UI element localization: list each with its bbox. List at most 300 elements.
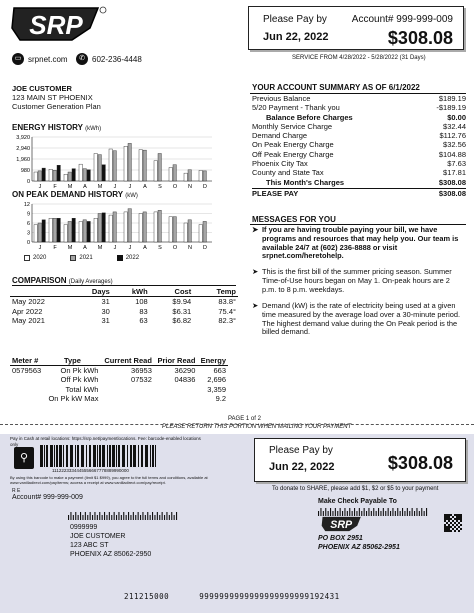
- summary-row: This Month's Charges $308.08: [266, 177, 466, 187]
- postal-bar: [128, 512, 129, 520]
- messages-title: MESSAGES FOR YOU: [252, 215, 336, 224]
- postal-bar: [397, 508, 398, 516]
- summary-row: Demand Charge $112.76: [252, 131, 466, 141]
- postal-bar: [154, 515, 155, 520]
- account-number: Account# 999-999-009: [351, 14, 453, 25]
- bar: [199, 225, 202, 242]
- postal-bar: [409, 511, 410, 516]
- barcode-bar: [40, 445, 43, 467]
- barcode-bar: [81, 445, 84, 467]
- qr-cell: [456, 528, 458, 530]
- postal-bar: [414, 511, 415, 516]
- barcode-bar: [99, 445, 101, 467]
- y-tick-label: 0: [26, 240, 30, 246]
- qr-cell: [444, 526, 446, 528]
- postal-bar: [92, 515, 93, 520]
- table-row: Total kWh 3,359: [65, 384, 226, 394]
- postal-bar: [126, 515, 127, 520]
- donate-note: To donate to SHARE, please add $1, $2 or $5 to your payment: [272, 486, 439, 492]
- summary-row: On Peak Energy Charge $32.56: [252, 140, 466, 150]
- barcode-bar: [130, 445, 132, 467]
- postal-bar: [142, 512, 143, 520]
- x-tick-label: J: [38, 245, 42, 251]
- qr-cell: [456, 518, 458, 520]
- summary-row: 5/20 Payment - Thank you -$189.19: [252, 103, 466, 113]
- pay-by-label: Please Pay by: [263, 14, 327, 25]
- bar: [83, 169, 86, 181]
- barcode-bar: [122, 445, 125, 467]
- qr-cell: [444, 514, 446, 516]
- y-tick-label: 980: [20, 168, 30, 174]
- stub-amount-due: $308.08: [387, 453, 453, 473]
- scanline: 211215000 9999999999999999999999192431: [124, 592, 340, 601]
- qr-cell: [460, 520, 462, 522]
- message-demand: ➤ Demand (kW) is the rate of electricity being used at a given time measured by the average load over a 30-minute period. The highest demand value during the On Peak period is the billed demand.: [252, 301, 461, 337]
- postal-bar: [344, 508, 345, 516]
- barcode-bar: [152, 445, 154, 467]
- barcode-bar: [44, 445, 45, 467]
- amount-due: $308.08: [387, 28, 453, 48]
- x-tick-label: D: [203, 184, 207, 190]
- qr-cell: [456, 514, 458, 516]
- x-tick-label: J: [128, 184, 132, 190]
- postal-bar: [169, 515, 170, 520]
- energy-history-chart: [10, 133, 224, 191]
- postal-bar: [109, 512, 110, 520]
- srp-logo: [10, 4, 110, 44]
- x-tick-label: D: [203, 245, 207, 251]
- bar: [154, 161, 157, 181]
- qr-cell: [450, 514, 452, 516]
- qr-cell: [444, 528, 446, 530]
- customer-plan: Customer Generation Plan: [12, 102, 101, 111]
- bar: [57, 165, 60, 181]
- postal-bar: [152, 512, 153, 520]
- bar: [83, 220, 86, 242]
- bar: [169, 168, 172, 181]
- postal-bar: [138, 512, 139, 520]
- y-tick-label: 3: [26, 230, 30, 237]
- barcode-note: By using this barcode to make a payment (limit $1 $999), you agree to the full terms and conditions, available at www.vanilladirect.com/pay/terms; access a receipt at www.vanilladirect.com/pay/receipt.: [10, 475, 208, 485]
- phone-icon: ✆: [76, 53, 88, 65]
- x-tick-label: A: [83, 245, 87, 251]
- barcode-number: 1112223334445556667778889990000: [52, 468, 129, 473]
- table-row: On Pk kW Max 9.2: [48, 393, 226, 403]
- barcode-bar: [46, 445, 48, 467]
- stub-pay-by-box: Please Pay by Jun 22, 2022 $308.08: [254, 438, 466, 482]
- bar: [143, 212, 146, 242]
- x-tick-label: J: [113, 245, 117, 251]
- postal-bar: [157, 512, 158, 520]
- postal-bar: [325, 508, 326, 516]
- bar: [109, 215, 112, 242]
- barcode-bar: [75, 445, 76, 467]
- postal-bar: [133, 512, 134, 520]
- bar: [64, 174, 67, 181]
- x-tick-label: S: [158, 245, 162, 251]
- postal-bar: [335, 508, 336, 516]
- postal-bar: [392, 508, 393, 516]
- postal-bar: [140, 515, 141, 520]
- postal-bar: [419, 511, 420, 516]
- postal-bar: [340, 508, 341, 516]
- svg-text:SRP: SRP: [29, 10, 83, 40]
- bar: [87, 221, 90, 242]
- postal-bar: [373, 508, 374, 516]
- x-tick-label: A: [143, 184, 147, 190]
- bar: [173, 165, 176, 181]
- legend-2022: 2022: [117, 255, 139, 261]
- barcode-bar: [54, 445, 55, 467]
- table-row: May 2021 31 63 $6.82 82.3°: [12, 316, 236, 326]
- x-tick-label: J: [38, 184, 42, 190]
- payment-barcode[interactable]: [40, 445, 156, 467]
- table-row: May 2022 31 108 $9.94 83.8°: [12, 297, 236, 306]
- demand-history-chart: [10, 200, 224, 252]
- y-tick-label: 0: [26, 179, 30, 185]
- qr-cell: [446, 528, 448, 530]
- chart-legend: [24, 255, 139, 261]
- qr-cell: [444, 530, 446, 532]
- barcode-bar: [56, 445, 58, 467]
- summary-row: County and State Tax $17.81: [252, 168, 466, 178]
- postal-bar: [114, 512, 115, 520]
- postal-bar: [78, 515, 79, 520]
- barcode-bar: [145, 445, 148, 467]
- postal-bar: [176, 512, 177, 520]
- postal-bar: [171, 512, 172, 520]
- postal-bar: [421, 508, 422, 516]
- bar: [87, 170, 90, 181]
- qr-cell: [454, 514, 456, 516]
- message-help: ➤ If you are having trouble paying your bill, we have programs and resources that may help you. Our team is available 24/7 at (602) 236-8888 or visit srpnet.com/heretohelp.: [252, 225, 459, 261]
- x-tick-label: N: [188, 245, 192, 251]
- bar: [184, 223, 187, 242]
- bar: [113, 151, 116, 181]
- postal-barcode-srp: [318, 508, 428, 516]
- postal-bar: [371, 511, 372, 516]
- postal-bar: [147, 512, 148, 520]
- postal-bar: [426, 508, 427, 516]
- page-number: PAGE 1 of 2: [228, 416, 261, 422]
- stub-account: Account# 999-999-009: [12, 494, 83, 501]
- qr-cell: [460, 528, 462, 530]
- comparison-table: Days kWh Cost Temp May 2022 31 108 $9.94 83.8° Apr 2022 30 83 $6.31 75.4° May 2021 31 63 $6.82 82.3°: [12, 287, 236, 326]
- summary-list: [252, 94, 466, 198]
- x-tick-label: M: [97, 184, 103, 190]
- meter-table: Meter # Type Current Read Prior Read Energy 0579563 On Pk kWh 36953 36290 663 Off Pk kWh 07532 04836 2,696 Total kWh 3,359 On Pk kW Max 9.2: [12, 356, 226, 403]
- barcode-bar: [93, 445, 96, 467]
- qr-cell: [448, 514, 450, 516]
- postal-bar: [349, 508, 350, 516]
- x-tick-label: J: [128, 245, 132, 251]
- bar: [49, 169, 52, 181]
- postal-bar: [174, 515, 175, 520]
- barcode-bar: [112, 445, 115, 467]
- postal-bar: [123, 512, 124, 520]
- bar: [42, 168, 45, 181]
- bar: [169, 217, 172, 242]
- postal-bar: [80, 512, 81, 520]
- x-tick-label: S: [158, 184, 162, 190]
- qr-cell: [458, 514, 460, 516]
- bar: [49, 218, 52, 242]
- postal-bar: [385, 511, 386, 516]
- postal-bar: [130, 515, 131, 520]
- y-tick-label: 9: [26, 211, 30, 218]
- qr-cell: [458, 516, 460, 518]
- x-tick-label: F: [53, 245, 57, 251]
- qr-cell: [448, 528, 450, 530]
- customer-block: [12, 84, 101, 111]
- qr-cell: [460, 518, 462, 520]
- postal-bar: [118, 512, 119, 520]
- bar: [94, 154, 97, 182]
- barcode-bar: [102, 445, 105, 467]
- energy-history-title: ENERGY HISTORY (kWh): [12, 123, 102, 132]
- summary-row: Monthly Service Charge $32.44: [252, 121, 466, 131]
- qr-cell: [450, 522, 452, 524]
- bar: [42, 220, 45, 242]
- postal-bar: [376, 511, 377, 516]
- qr-cell: [456, 516, 458, 518]
- bar: [124, 212, 127, 242]
- x-tick-label: A: [143, 245, 147, 251]
- customer-name: JOE CUSTOMER: [12, 84, 72, 93]
- pay-by-box: [248, 6, 464, 50]
- phone-contact[interactable]: ✆ 602-236-4448: [76, 53, 142, 65]
- bar: [38, 171, 41, 181]
- postal-bar: [368, 508, 369, 516]
- barcode-bar: [150, 445, 151, 467]
- bar: [128, 143, 131, 181]
- barcode-bar: [89, 445, 91, 467]
- bar: [124, 146, 127, 181]
- qr-cell: [448, 524, 450, 526]
- postal-bar: [73, 515, 74, 520]
- bar: [72, 169, 75, 181]
- qr-cell: [450, 526, 452, 528]
- return-note: PLEASE RETURN THIS PORTION WHEN MAILING YOUR PAYMENT: [158, 424, 355, 430]
- bar: [98, 155, 101, 181]
- barcode-bar: [127, 445, 128, 467]
- qr-cell: [454, 530, 456, 532]
- postal-barcode-customer: [68, 512, 178, 520]
- table-row: Apr 2022 30 83 $6.31 75.4°: [12, 306, 236, 316]
- x-tick-label: A: [83, 184, 87, 190]
- x-tick-label: J: [113, 184, 117, 190]
- qr-cell: [460, 524, 462, 526]
- postal-bar: [116, 515, 117, 520]
- due-date: Jun 22, 2022: [263, 31, 329, 43]
- qr-code: [444, 514, 462, 532]
- postal-bar: [159, 515, 160, 520]
- legend-2021: 2021: [70, 255, 92, 261]
- qr-cell: [450, 518, 452, 520]
- legend-2020: 2020: [24, 255, 46, 261]
- postal-bar: [412, 508, 413, 516]
- barcode-bar: [50, 445, 53, 467]
- remit-address: PO BOX 2951 PHOENIX AZ 85062-2951: [318, 535, 400, 551]
- x-tick-label: M: [97, 245, 103, 251]
- postal-bar: [104, 512, 105, 520]
- qr-cell: [452, 520, 454, 522]
- qr-cell: [446, 514, 448, 516]
- qr-cell: [446, 530, 448, 532]
- barcode-bar: [118, 445, 120, 467]
- postal-bar: [82, 515, 83, 520]
- postal-bar: [99, 512, 100, 520]
- barcode-bar: [109, 445, 111, 467]
- qr-cell: [456, 520, 458, 522]
- bar: [98, 214, 101, 243]
- postal-bar: [388, 508, 389, 516]
- qr-cell: [460, 516, 462, 518]
- bar: [34, 172, 37, 181]
- postal-bar: [111, 515, 112, 520]
- stub-due-date: Jun 22, 2022: [269, 461, 335, 473]
- bar: [109, 149, 112, 181]
- qr-cell: [444, 518, 446, 520]
- bar: [79, 221, 82, 242]
- summary-row: Off Peak Energy Charge $104.88: [252, 149, 466, 159]
- srp-small-logo: [318, 516, 368, 532]
- mailing-address: 0999999 JOE CUSTOMER 123 ABC ST PHOENIX AZ 85062-2950: [70, 524, 152, 558]
- postal-bar: [164, 515, 165, 520]
- bar: [79, 164, 82, 181]
- table-row: Off Pk kWh 07532 04836 2,696: [60, 375, 226, 385]
- barcode-bar: [97, 445, 98, 467]
- pay-locations: Pay in Cash at retail locations: https://srp.net/paymentlocations. Fee: barcode-enabled locations only: [10, 436, 201, 447]
- summary-row: Previous Balance $189.19: [252, 94, 466, 103]
- postal-bar: [121, 515, 122, 520]
- x-tick-label: F: [53, 184, 57, 190]
- bar: [57, 218, 60, 242]
- bar: [184, 173, 187, 181]
- summary-row: Balance Before Charges $0.00: [266, 112, 466, 122]
- qr-cell: [458, 526, 460, 528]
- summary-row: Phoenix City Tax $7.63: [252, 159, 466, 169]
- bar: [53, 218, 56, 242]
- postal-bar: [102, 515, 103, 520]
- barcode-bar: [141, 445, 143, 467]
- qr-cell: [446, 522, 448, 524]
- x-tick-label: O: [172, 184, 178, 190]
- postal-bar: [87, 515, 88, 520]
- computer-icon: ▭: [12, 53, 24, 65]
- postal-bar: [94, 512, 95, 520]
- summary-row: PLEASE PAY $308.08: [252, 188, 466, 198]
- summary-title: YOUR ACCOUNT SUMMARY AS OF 6/1/2022: [252, 83, 420, 92]
- y-tick-label: 1,960: [16, 157, 30, 163]
- qr-cell: [454, 522, 456, 524]
- qr-cell: [452, 528, 454, 530]
- y-tick-label: 2,940: [16, 146, 30, 152]
- postal-bar: [402, 508, 403, 516]
- postal-bar: [380, 511, 381, 516]
- barcode-bar: [77, 445, 79, 467]
- table-row: 0579563 On Pk kWh 36953 36290 663: [12, 366, 226, 375]
- y-tick-label: 12: [23, 202, 30, 208]
- bar: [199, 170, 202, 181]
- qr-cell: [444, 524, 446, 526]
- postal-bar: [320, 508, 321, 516]
- bar: [102, 165, 105, 181]
- qr-cell: [458, 522, 460, 524]
- bar: [158, 210, 161, 242]
- bar: [139, 214, 142, 243]
- bar: [94, 218, 97, 242]
- bar: [72, 218, 75, 242]
- qr-cell: [454, 526, 456, 528]
- website-contact[interactable]: ▭ srpnet.com: [12, 53, 68, 65]
- bar: [203, 171, 206, 181]
- qr-cell: [448, 518, 450, 520]
- bar: [203, 221, 206, 242]
- bar: [64, 225, 67, 242]
- qr-cell: [460, 514, 462, 516]
- postal-bar: [97, 515, 98, 520]
- postal-bar: [166, 512, 167, 520]
- bar: [173, 217, 176, 242]
- x-tick-label: M: [67, 184, 73, 190]
- bar: [158, 154, 161, 182]
- postal-bar: [404, 511, 405, 516]
- bar: [188, 220, 191, 242]
- qr-cell: [450, 530, 452, 532]
- qr-cell: [446, 526, 448, 528]
- customer-address: 123 MAIN ST PHOENIX: [12, 93, 93, 102]
- qr-cell: [446, 518, 448, 520]
- bar: [53, 170, 56, 181]
- y-tick-label: 6: [26, 221, 30, 227]
- message-summary-pricing: ➤ This is the first bill of the summer pricing season. Summer Time-of-Use hours began on May 1. On-peak hours are 2 p.m. to 8 p.m. weekdays.: [252, 267, 452, 294]
- postal-bar: [150, 515, 151, 520]
- demand-history-title: ON PEAK DEMAND HISTORY (kW): [12, 190, 138, 199]
- postal-bar: [424, 511, 425, 516]
- postal-bar: [395, 511, 396, 516]
- bar: [102, 213, 105, 242]
- postal-bar: [90, 512, 91, 520]
- x-tick-label: M: [67, 245, 73, 251]
- barcode-bar: [155, 445, 156, 467]
- service-period: SERVICE FROM 4/28/2022 - 5/28/2022 (31 Days): [292, 55, 426, 61]
- postal-bar: [106, 515, 107, 520]
- bar: [143, 150, 146, 181]
- bar: [34, 225, 37, 242]
- bar: [113, 212, 116, 242]
- postal-bar: [85, 512, 86, 520]
- make-check-label: Make Check Payable To: [318, 498, 397, 505]
- bar: [154, 212, 157, 242]
- bar: [38, 223, 41, 242]
- postal-bar: [416, 508, 417, 516]
- qr-cell: [454, 518, 456, 520]
- barcode-bar: [70, 445, 73, 467]
- x-tick-label: O: [172, 245, 178, 251]
- bar: [139, 150, 142, 181]
- bar: [128, 209, 131, 242]
- re-code: R E: [12, 488, 21, 494]
- qr-cell: [448, 526, 450, 528]
- postal-bar: [145, 515, 146, 520]
- postal-bar: [364, 508, 365, 516]
- barcode-bar: [107, 445, 108, 467]
- vanilla-pay-icon: ⚲: [14, 447, 34, 469]
- barcode-bar: [63, 445, 64, 467]
- comparison-title: COMPARISON (Daily Averages): [12, 276, 113, 285]
- qr-cell: [456, 524, 458, 526]
